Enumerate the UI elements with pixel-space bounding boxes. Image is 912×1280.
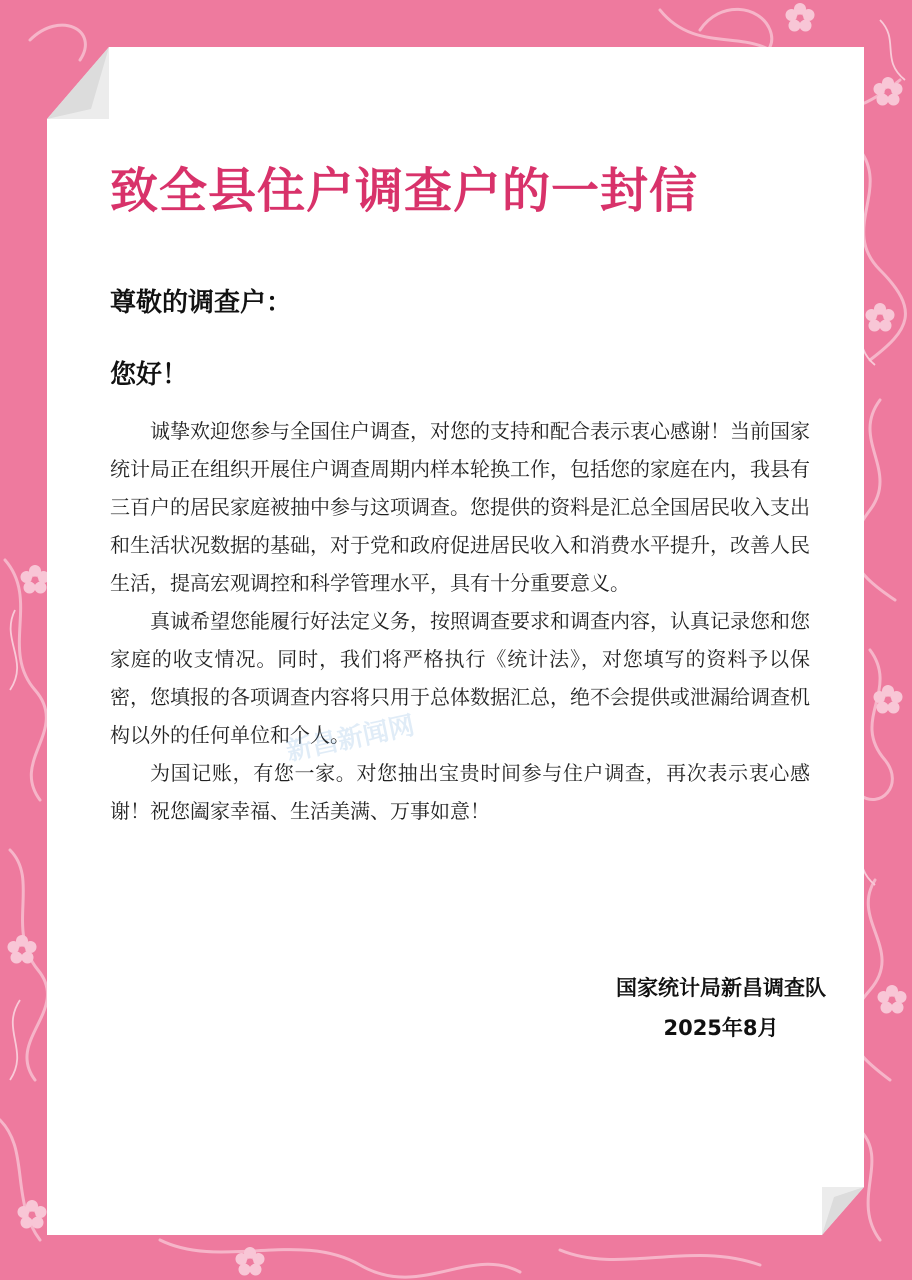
signature-block <box>616 968 826 1048</box>
paragraph-1: 诚挚欢迎您参与全国住户调查，对您的支持和配合表示衷心感谢！当前国家统计局正在组织开展住户调查周期内样本轮换工作，包括您的家庭在内，我县有三百户的居民家庭被抽中参与这项调查。您提供的资料是汇总全国居民收入支出和生活状况数据的基础，对于党和政府促进居民收入和消费水平提升，改善人民生活，提高宏观调控和科学管理水平，具有十分重要意义。 <box>110 419 810 595</box>
signature-organization: 国家统计局新昌调查队 <box>616 976 826 1000</box>
letter-body <box>110 412 810 830</box>
paper-fold-bottom-right <box>822 1187 864 1235</box>
paragraph-3: 为国记账，有您一家。对您抽出宝贵时间参与住户调查，再次表示衷心感谢！祝您阖家幸福、生活美满、万事如意！ <box>110 761 810 823</box>
salutation: 尊敬的调查户： <box>110 288 293 318</box>
paragraph-2: 真诚希望您能履行好法定义务，按照调查要求和调查内容，认真记录您和您家庭的收支情况。同时，我们将严格执行《统计法》，对您填写的资料予以保密，您填报的各项调查内容将只用于总体数据汇总，绝不会提供或泄漏给调查机构以外的任何单位和个人。 <box>110 609 810 747</box>
letter-title: 致全县住户调查户的一封信 <box>110 163 699 219</box>
paper-fold-top-left <box>47 47 109 119</box>
signature-date: 2025年8月 <box>663 1016 779 1040</box>
greeting: 您好！ <box>110 360 189 390</box>
watermark: 新昌新闻网 <box>283 710 418 768</box>
